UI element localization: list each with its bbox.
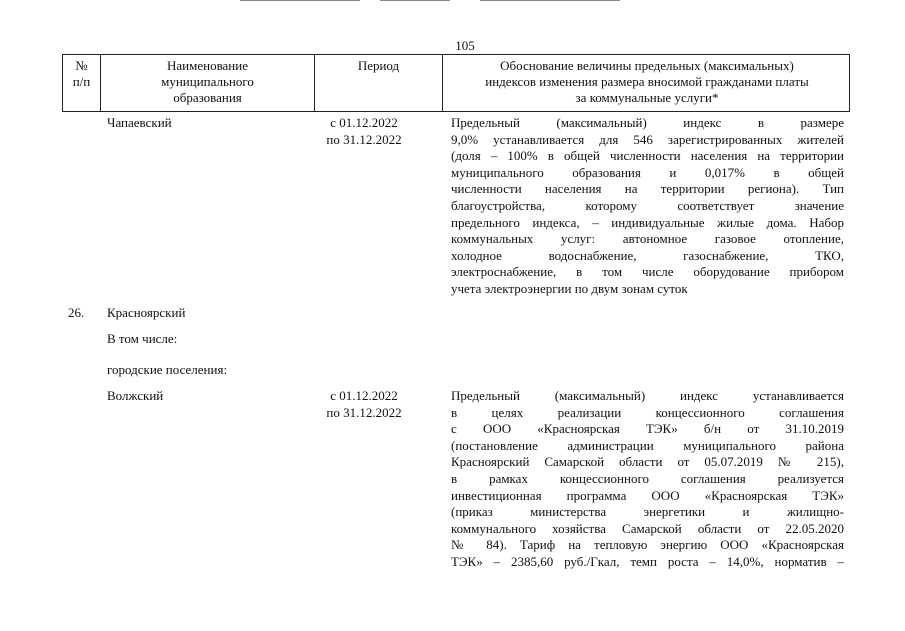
basis-line: в целях реализации концессионного соглашения <box>451 404 844 420</box>
basis-line: № 84). Тариф на тепловую энергию ООО «Красноярская <box>451 537 844 553</box>
period-from: с 01.12.2022 <box>330 115 398 130</box>
scan-edge-line <box>480 0 620 1</box>
basis-line: коммунального хозяйства Самарской области от 22.05.2020 <box>451 520 844 536</box>
header-cell-period: Период <box>357 58 400 73</box>
header-cell-number: № п/п <box>72 58 91 89</box>
period-from: с 01.12.2022 <box>330 388 398 403</box>
basis-line: 9,0% устанавливается для 546 зарегистрированных жителей <box>451 131 844 147</box>
basis-line: Предельный (максимальный) индекс в размере <box>451 115 844 130</box>
table-header <box>62 54 850 112</box>
scan-edge-line <box>240 0 360 1</box>
basis-line: холодное водоснабжение, газоснабжение, ТКО, <box>451 247 844 263</box>
subheading-including: В том числе: <box>107 331 178 346</box>
period-to: по 31.12.2022 <box>326 404 402 420</box>
period-to: по 31.12.2022 <box>326 131 402 147</box>
basis-line: благоустройства, которому соответствует значение <box>451 197 844 213</box>
period-chapaevsky <box>314 115 414 148</box>
basis-line: муниципального образования и 0,017% в общей <box>451 164 844 180</box>
header-cell-name: Наименование муниципального образования <box>161 58 254 105</box>
basis-line: (доля – 100% в общей численности населения на территории <box>451 148 844 164</box>
basis-line: электроснабжение, в том числе оборудование прибором <box>451 264 844 280</box>
row-number-26: 26. <box>68 305 85 320</box>
scan-edge-line <box>380 0 450 1</box>
header-cell-basis: Обоснование величины предельных (максимальных) индексов изменения размера вносимой гражданами платы за коммунальные услуги* <box>485 58 809 105</box>
basis-line: в рамках концессионного соглашения реализуется <box>451 470 844 486</box>
basis-line: ТЭК» – 2385,60 руб./Гкал, темп роста – 14,0%, норматив – <box>451 553 844 569</box>
basis-volzhsky <box>451 388 844 571</box>
subheading-urban-settlements: городские поселения: <box>107 362 228 377</box>
basis-line: (приказ министерства энергетики и жилищно- <box>451 504 844 520</box>
basis-line: Красноярский Самарской области от 05.07.2019 № 215), <box>451 454 844 470</box>
row-name-krasnoyarsky: Красноярский <box>107 305 186 320</box>
basis-chapaevsky <box>451 115 844 298</box>
basis-line: коммунальных услуг: автономное газовое отопление, <box>451 231 844 247</box>
basis-line: инвестиционная программа ООО «Красноярская ТЭК» <box>451 487 844 503</box>
row-name-volzhsky: Волжский <box>107 388 164 403</box>
basis-line: Предельный (максимальный) индекс устанавливается <box>451 388 844 403</box>
period-volzhsky <box>314 388 414 421</box>
basis-line: численности населения на территории региона). Тип <box>451 181 844 197</box>
basis-line: с ООО «Красноярская ТЭК» б/н от 31.10.2019 <box>451 421 844 437</box>
row-name-chapaevsky: Чапаевский <box>107 115 172 130</box>
basis-line: учета электроэнергии по двум зонам суток <box>451 280 688 296</box>
page-number: 105 <box>455 38 475 53</box>
basis-line: (постановление администрации муниципального района <box>451 437 844 453</box>
basis-line: предельного индекса, – индивидуальные жилые дома. Набор <box>451 214 844 230</box>
